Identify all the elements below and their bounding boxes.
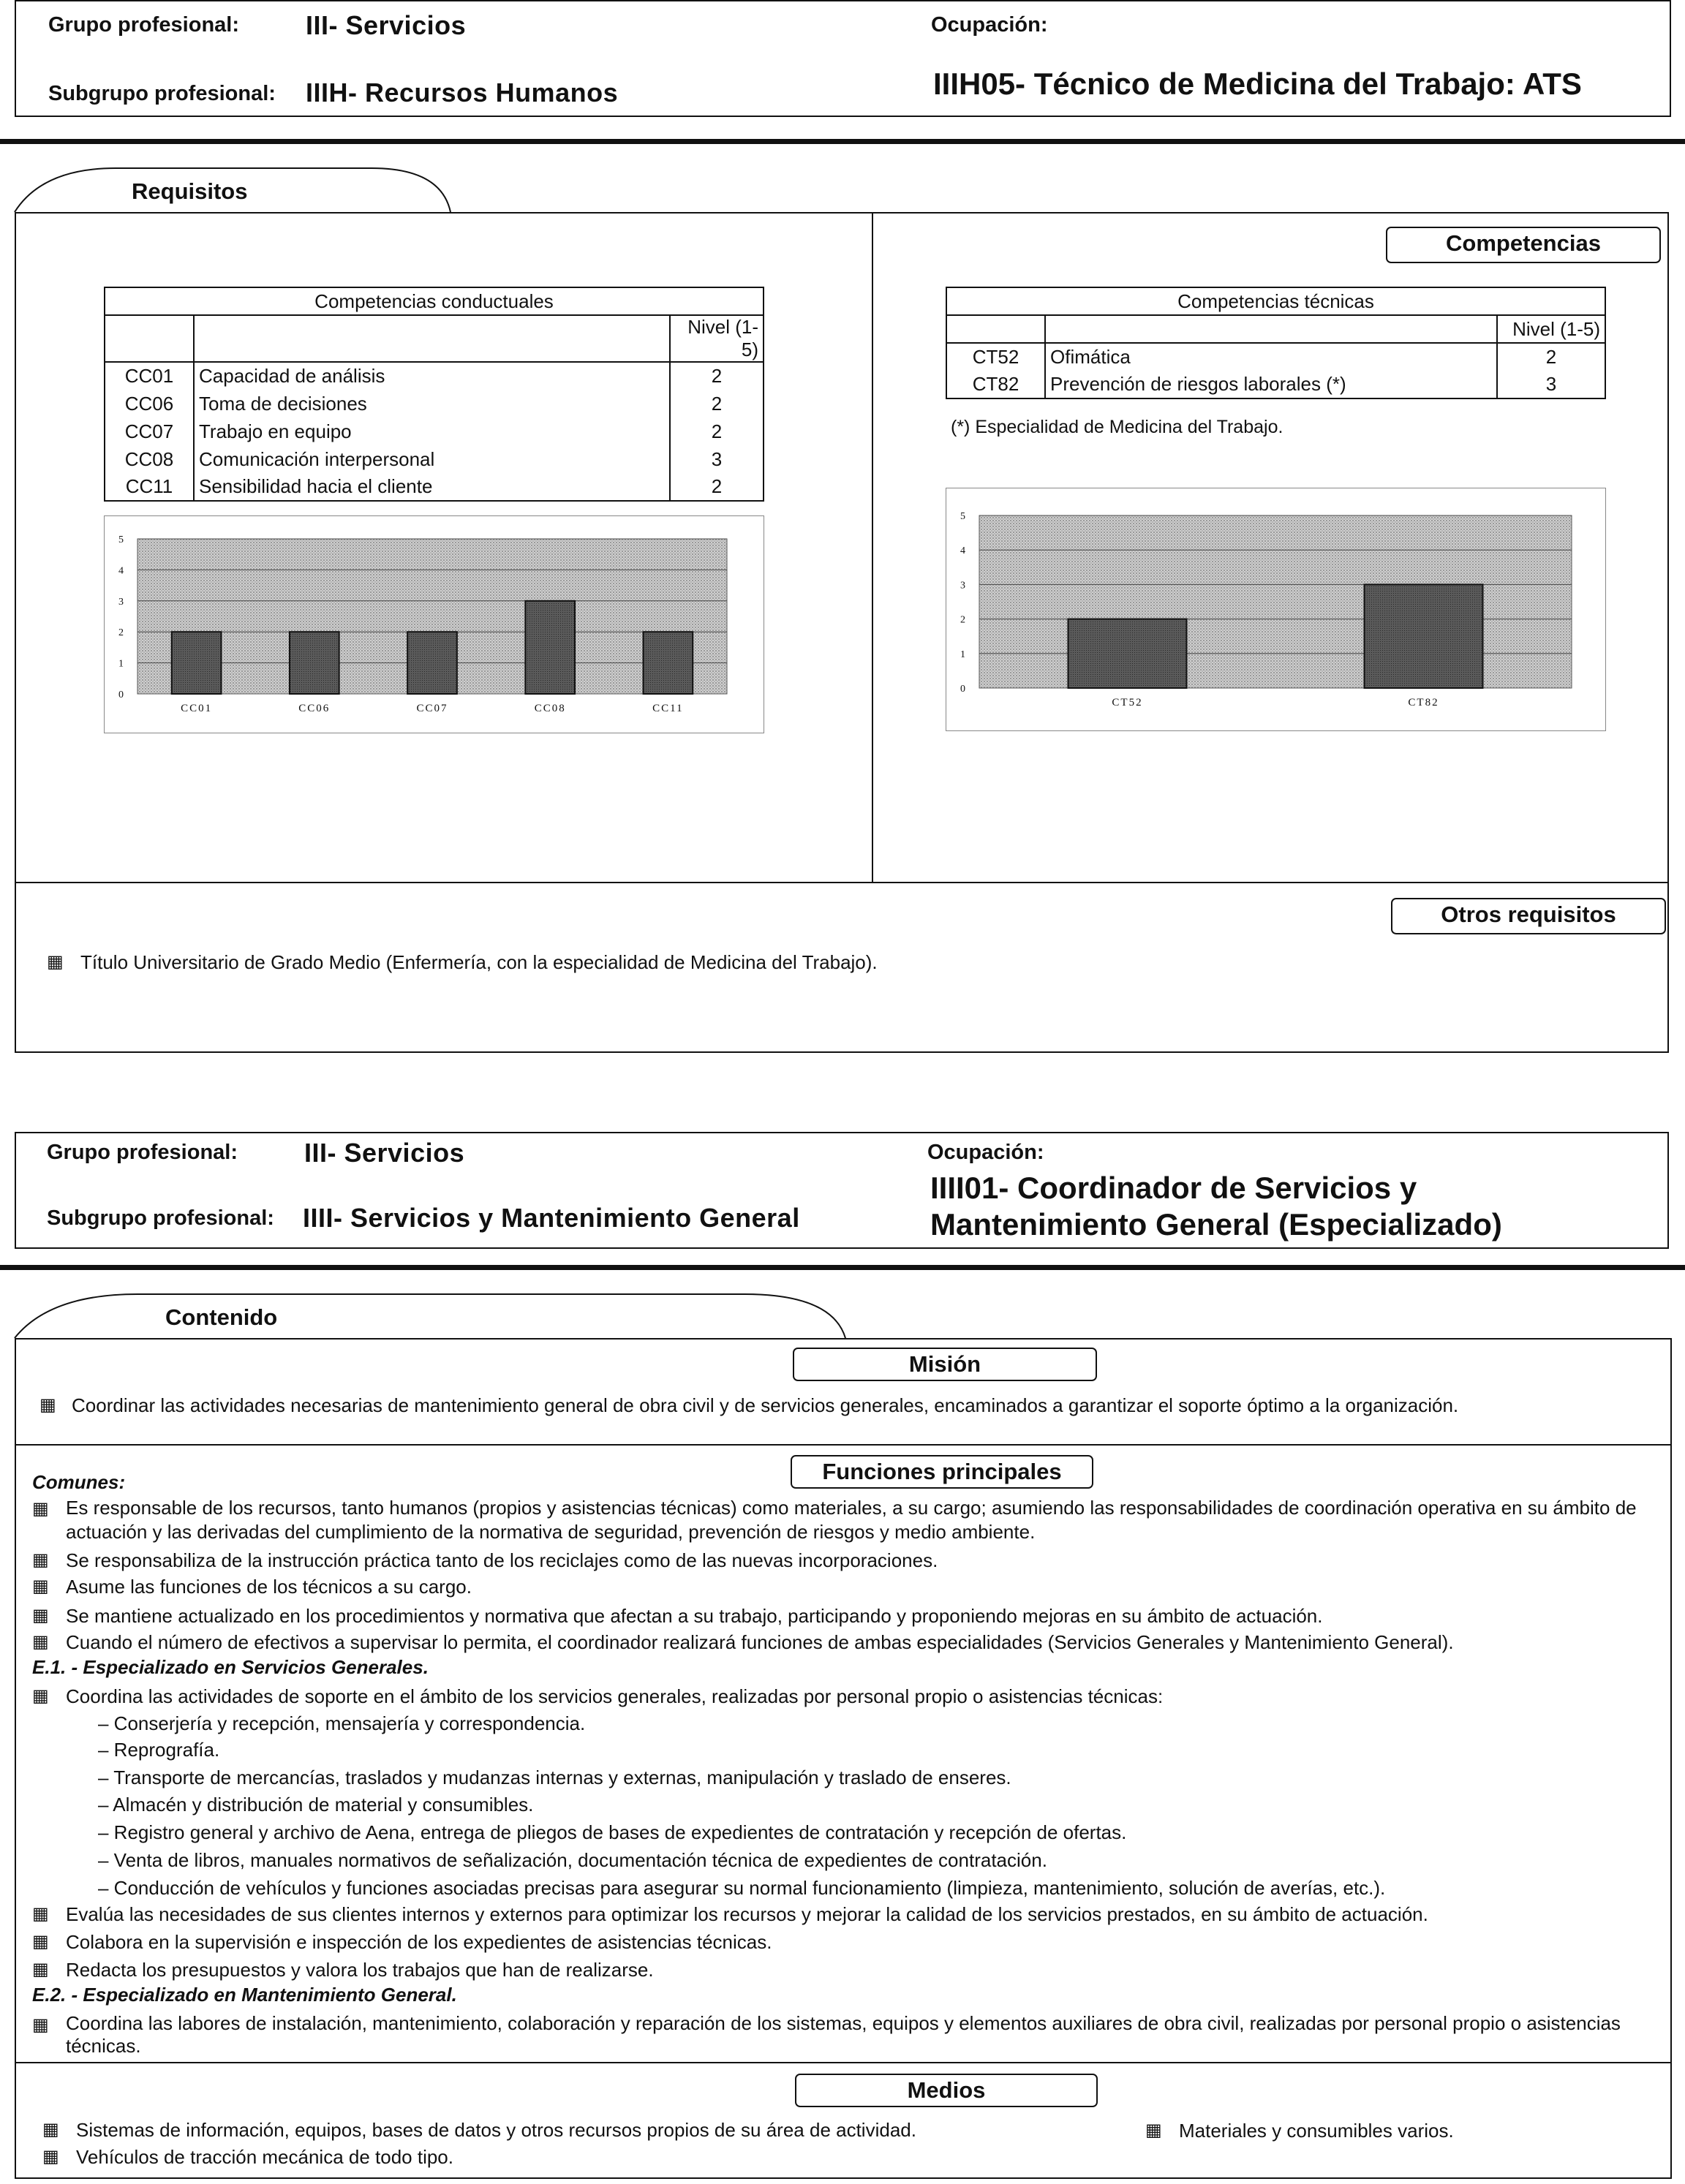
otros-requisitos-pill: Otros requisitos — [1391, 898, 1666, 934]
y-tick-label: 4 — [118, 565, 124, 577]
tecnicas-table — [946, 287, 1606, 399]
medios-divider — [15, 2062, 1672, 2063]
ocupacion-label-2: Ocupación: — [927, 1141, 1044, 1164]
x-tick-label: CC11 — [652, 703, 684, 714]
bar — [525, 601, 575, 694]
header-rule-1 — [0, 139, 1685, 144]
document-bullet-icon: ▦ — [32, 1606, 49, 1625]
e1-sub-0: – Conserjería y recepción, mensajería y correspondencia. — [98, 1712, 586, 1734]
contenido-tab: Contenido — [165, 1304, 278, 1330]
e1-sub-6: – Conducción de vehículos y funciones asociadas precisas para asegurar su normal funcionamiento (limpieza, mantenimiento, solución de averías, etc.). — [98, 1877, 1386, 1899]
funciones-principales-pill: Funciones principales — [791, 1455, 1093, 1489]
e1-sub-5: – Venta de libros, manuales normativos de señalización, documentación técnica de expedientes de contratación. — [98, 1849, 1047, 1871]
document-bullet-icon: ▦ — [32, 1960, 49, 1979]
y-tick-label: 1 — [960, 649, 965, 660]
mision-pill: Misión — [793, 1348, 1097, 1381]
bar — [407, 632, 457, 694]
x-tick-label: CC08 — [534, 703, 566, 714]
document-bullet-icon: ▦ — [32, 1550, 49, 1570]
mision-item: ▦ Coordinar las actividades necesarias de mantenimiento general de obra civil y de servicios generales, encaminados a garantizar el soporte óptimo a la organización. — [39, 1392, 1648, 1418]
medios-left-0: ▦ Sistemas de información, equipos, bases de datos y otros recursos propios de su área de actividad. — [42, 2117, 1139, 2143]
document-bullet-icon: ▦ — [1145, 2120, 1162, 2140]
header-rule-2 — [0, 1265, 1685, 1270]
requisitos-tab: Requisitos — [132, 178, 248, 204]
bar — [1068, 619, 1187, 688]
medios-left-1: ▦ Vehículos de tracción mecánica de todo tipo. — [42, 2144, 1139, 2170]
e1-sub-4: – Registro general y archivo de Aena, entrega de pliegos de bases de expedientes de contratación y recepción de ofertas. — [98, 1821, 1127, 1843]
table-row: CT52 Ofimática 2 — [946, 343, 1605, 371]
y-tick-label: 5 — [960, 511, 965, 522]
bar — [644, 632, 693, 694]
table-row: CT82 Prevención de riesgos laborales (*) 3 — [946, 371, 1605, 398]
subgrupo-label: Subgrupo profesional: — [48, 82, 276, 105]
document-bullet-icon: ▦ — [32, 1576, 49, 1596]
medios-right-0: ▦ Materiales y consumibles varios. — [1145, 2117, 1657, 2144]
x-tick-label: CC01 — [181, 703, 213, 714]
grupo-label: Grupo profesional: — [48, 13, 239, 37]
comunes-item-2: ▦ Asume las funciones de los técnicos a su cargo. — [32, 1573, 1641, 1600]
y-tick-label: 2 — [960, 614, 965, 626]
x-tick-label: CT52 — [1112, 697, 1143, 709]
bar — [290, 632, 339, 694]
document-bullet-icon: ▦ — [32, 1632, 49, 1652]
subgrupo-value-2: IIII- Servicios y Mantenimiento General — [303, 1203, 800, 1233]
ocupacion-line-2: Mantenimiento General (Especializado) — [930, 1207, 1502, 1242]
conductuales-table — [104, 287, 764, 502]
comunes-label: Comunes: — [32, 1471, 126, 1493]
requisitos-divider-h — [15, 882, 1669, 883]
e1-more-0: ▦ Evalúa las necesidades de sus clientes internos y externos para optimizar los recursos y mejorar la calidad de los servicios prestados, en su ámbito de actuación. — [32, 1901, 1641, 1927]
table-row: CC06 Toma de decisiones 2 — [105, 390, 764, 417]
document-bullet-icon: ▦ — [42, 2147, 59, 2166]
y-tick-label: 1 — [118, 658, 124, 670]
document-bullet-icon: ▦ — [42, 2120, 59, 2139]
y-tick-label: 2 — [118, 627, 124, 639]
table-row: CC08 Comunicación interpersonal 3 — [105, 445, 764, 473]
requisitos-divider-v — [872, 212, 873, 883]
y-tick-label: 3 — [960, 580, 965, 592]
y-tick-label: 4 — [960, 545, 965, 557]
grupo-value: III- Servicios — [306, 10, 467, 40]
subgrupo-label-2: Subgrupo profesional: — [47, 1206, 274, 1230]
competencias-pill: Competencias — [1386, 227, 1661, 263]
y-tick-label: 0 — [960, 684, 965, 695]
document-bullet-icon: ▦ — [39, 1395, 56, 1415]
contenido-tab-shape — [13, 1293, 847, 1340]
tecnicas-title: Competencias técnicas — [946, 287, 1605, 315]
subgrupo-value: IIIH- Recursos Humanos — [306, 78, 619, 107]
comunes-item-1: ▦ Se responsabiliza de la instrucción práctica tanto de los reciclajes como de las nuevas incorporaciones. — [32, 1547, 1641, 1573]
conductuales-chart — [104, 515, 764, 733]
y-tick-label: 5 — [118, 534, 124, 545]
bar — [172, 632, 222, 694]
document-bullet-icon: ▦ — [47, 952, 64, 972]
ocupacion-value: IIIH05- Técnico de Medicina del Trabajo: ATS — [933, 67, 1582, 101]
e1-sub-2: – Transporte de mercancías, traslados y mudanzas internas y externas, manipulación y traslado de enseres. — [98, 1767, 1011, 1788]
table-row: CC11 Sensibilidad hacia el cliente 2 — [105, 473, 764, 501]
bar — [1365, 584, 1483, 688]
e1-sub-1: – Reprografía. — [98, 1739, 220, 1761]
table-row: CC01 Capacidad de análisis 2 — [105, 362, 764, 390]
e1-sub-3: – Almacén y distribución de material y consumibles. — [98, 1794, 534, 1815]
document-bullet-icon: ▦ — [32, 1932, 49, 1951]
document-bullet-icon: ▦ — [32, 1499, 49, 1519]
tecnicas-nivel-header: Nivel (1-5) — [1497, 315, 1605, 343]
e1-more-1: ▦ Colabora en la supervisión e inspección de los expedientes de asistencias técnicas. — [32, 1929, 1641, 1955]
otros-requisitos-item: ▦ Título Universitario de Grado Medio (Enfermería, con la especialidad de Medicina del Trabajo). — [47, 949, 1641, 975]
comunes-item-0: ▦ Es responsable de los recursos, tanto humanos (propios y asistencias técnicas) como materiales, a su cargo; asumiendo las responsabilidades de coordinación operativa en su ámbito de actuación y las derivadas del cumplimiento de la normativa de seguridad, prevención de riesgos y medio ambiente. — [32, 1497, 1637, 1543]
x-tick-label: CC07 — [416, 703, 448, 714]
medios-pill: Medios — [795, 2074, 1098, 2107]
conductuales-nivel-header: Nivel (1-5) — [670, 315, 764, 362]
tecnicas-chart — [946, 488, 1606, 731]
document-bullet-icon: ▦ — [32, 1904, 49, 1924]
y-tick-label: 3 — [118, 596, 124, 608]
mision-divider — [15, 1444, 1672, 1446]
comunes-item-4: ▦ Cuando el número de efectivos a supervisar lo permita, el coordinador realizará funciones de ambas especialidades (Servicios Generales y Mantenimiento General). — [32, 1629, 1641, 1655]
e1-intro: ▦ Coordina las actividades de soporte en el ámbito de los servicios generales, realizadas por personal propio o asistencias técnicas: — [32, 1683, 1641, 1709]
comunes-item-3: ▦ Se mantiene actualizado en los procedimientos y normativa que afectan a su trabajo, participando y proponiendo mejoras en su ámbito de actuación. — [32, 1603, 1641, 1629]
conductuales-title: Competencias conductuales — [105, 287, 764, 315]
tecnicas-note: (*) Especialidad de Medicina del Trabajo. — [951, 417, 1283, 437]
e2-label: E.2. - Especializado en Mantenimiento General. — [32, 1984, 457, 2006]
ocupacion-line-1: IIII01- Coordinador de Servicios y — [930, 1171, 1417, 1205]
ocupacion-label: Ocupación: — [931, 13, 1048, 37]
e1-label: E.1. - Especializado en Servicios Generales. — [32, 1656, 429, 1678]
x-tick-label: CT82 — [1408, 697, 1439, 709]
document-bullet-icon: ▦ — [32, 2015, 49, 2035]
grupo-label-2: Grupo profesional: — [47, 1141, 238, 1164]
y-tick-label: 0 — [118, 689, 124, 700]
grupo-value-2: III- Servicios — [304, 1138, 465, 1168]
x-tick-label: CC06 — [298, 703, 331, 714]
e1-more-2: ▦ Redacta los presupuestos y valora los trabajos que han de realizarse. — [32, 1957, 1641, 1983]
table-row: CC07 Trabajo en equipo 2 — [105, 417, 764, 445]
document-bullet-icon: ▦ — [32, 1686, 49, 1706]
e2-item: ▦ Coordina las labores de instalación, mantenimiento, colaboración y reparación de los sistemas, equipos y elementos auxiliares de obra civil, realizadas por personal propio o asistencias técnicas. — [32, 2012, 1621, 2057]
